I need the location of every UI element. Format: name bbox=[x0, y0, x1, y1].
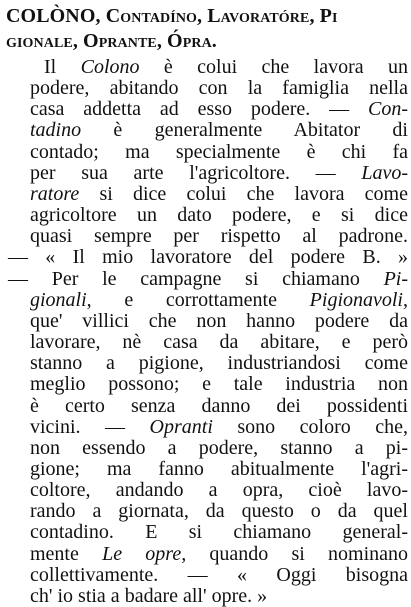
entry-heading bbox=[6, 4, 406, 54]
heading-word: Oprante, bbox=[83, 30, 168, 52]
text-line bbox=[30, 142, 408, 163]
text-run: ch' io stia a badare all' opre. » bbox=[30, 584, 268, 607]
text-line bbox=[30, 396, 408, 417]
heading-line-2 bbox=[6, 29, 406, 54]
text-line bbox=[30, 311, 408, 332]
text-run: non essendo a podere, stanno a pi- bbox=[30, 436, 408, 459]
text-line bbox=[8, 269, 408, 290]
text-line bbox=[8, 247, 408, 268]
text-line bbox=[30, 120, 408, 141]
italic-term: Pigionavoli bbox=[309, 288, 403, 311]
italic-term: gionali bbox=[30, 288, 87, 311]
text-line bbox=[30, 565, 408, 586]
text-run: , bbox=[403, 288, 408, 311]
text-run: stanno a pigione, industriandosi come bbox=[30, 352, 408, 375]
text-run: è colui che lavora un bbox=[139, 56, 409, 78]
text-line bbox=[30, 163, 408, 184]
text-line bbox=[30, 290, 408, 311]
text-line bbox=[30, 353, 408, 374]
text-run: quando si nominano bbox=[186, 542, 409, 565]
heading-word: Ópra. bbox=[167, 30, 217, 52]
text-line bbox=[30, 438, 408, 459]
entry-body bbox=[8, 56, 409, 607]
text-line bbox=[30, 226, 408, 247]
text-run: que' villici che non hanno podere da bbox=[30, 309, 408, 332]
text-run: podere, abitando con la famiglia nella bbox=[30, 77, 408, 100]
text-run: lavorare, nè casa da abitare, e però bbox=[30, 331, 408, 354]
text-run: gione; ma fanno abitualmente l'agri- bbox=[30, 457, 408, 480]
text-line bbox=[30, 57, 408, 78]
text-line bbox=[30, 417, 408, 438]
italic-term: tadino bbox=[30, 119, 82, 142]
italic-term: Lavo- bbox=[361, 161, 408, 184]
text-run: si dice colui che lavora come bbox=[79, 182, 408, 205]
heading-line-1 bbox=[6, 4, 406, 29]
text-line bbox=[30, 480, 408, 501]
text-line bbox=[30, 205, 408, 226]
text-line bbox=[30, 586, 408, 607]
heading-word: Contadíno, bbox=[105, 5, 208, 27]
text-run: , e corrottamente bbox=[86, 288, 310, 311]
text-run: casa addetta ad esso podere. — bbox=[30, 98, 368, 121]
italic-term: Le opre, bbox=[102, 542, 187, 565]
text-run: rando a giornata, da questo o da quel bbox=[30, 500, 408, 523]
italic-term: ratore bbox=[30, 182, 80, 205]
heading-word: gionale, bbox=[6, 30, 84, 52]
text-run: è generalmente Abitator di bbox=[81, 119, 408, 142]
text-run: contado; ma specialmente è chi fa bbox=[30, 140, 408, 163]
text-run: coltore, andando a opra, cioè lavo- bbox=[30, 479, 408, 502]
text-line bbox=[30, 78, 408, 99]
text-run: — « Il mio lavoratore del podere B. » bbox=[8, 246, 408, 269]
text-line bbox=[30, 332, 408, 353]
text-line bbox=[30, 522, 408, 543]
text-line bbox=[30, 374, 408, 395]
text-run: mente bbox=[30, 542, 103, 565]
italic-term: Opranti bbox=[149, 415, 213, 438]
italic-term: Pi- bbox=[383, 267, 408, 290]
text-run: vicini. — bbox=[30, 415, 150, 438]
text-line bbox=[30, 184, 408, 205]
text-line bbox=[30, 544, 408, 565]
text-line bbox=[30, 459, 408, 480]
text-run: collettivamente. — « Oggi bisogna bbox=[30, 563, 408, 586]
italic-term: Con- bbox=[368, 98, 408, 121]
text-run: quasi sempre per rispetto al padrone. bbox=[30, 225, 408, 248]
text-run: agricoltore un dato podere, e si dice bbox=[30, 204, 408, 227]
text-run: — Per le campagne si chiamano bbox=[8, 267, 384, 290]
text-run: meglio possono; e tale industria non bbox=[30, 373, 408, 396]
text-line bbox=[30, 99, 408, 120]
text-run: sono coloro che, bbox=[212, 415, 409, 438]
heading-word: COLÒNO, bbox=[6, 5, 106, 27]
heading-word: Lavoratóre, bbox=[207, 5, 320, 27]
text-run: contadino. E si chiamano general- bbox=[30, 521, 408, 544]
text-run: per sua arte l'agricoltore. — bbox=[30, 161, 362, 184]
heading-word: Pi bbox=[319, 5, 338, 27]
text-run: Il bbox=[44, 56, 81, 78]
text-line bbox=[30, 501, 408, 522]
italic-term: Colono bbox=[80, 56, 140, 78]
text-run: è certo senza danno dei possidenti bbox=[30, 394, 408, 417]
